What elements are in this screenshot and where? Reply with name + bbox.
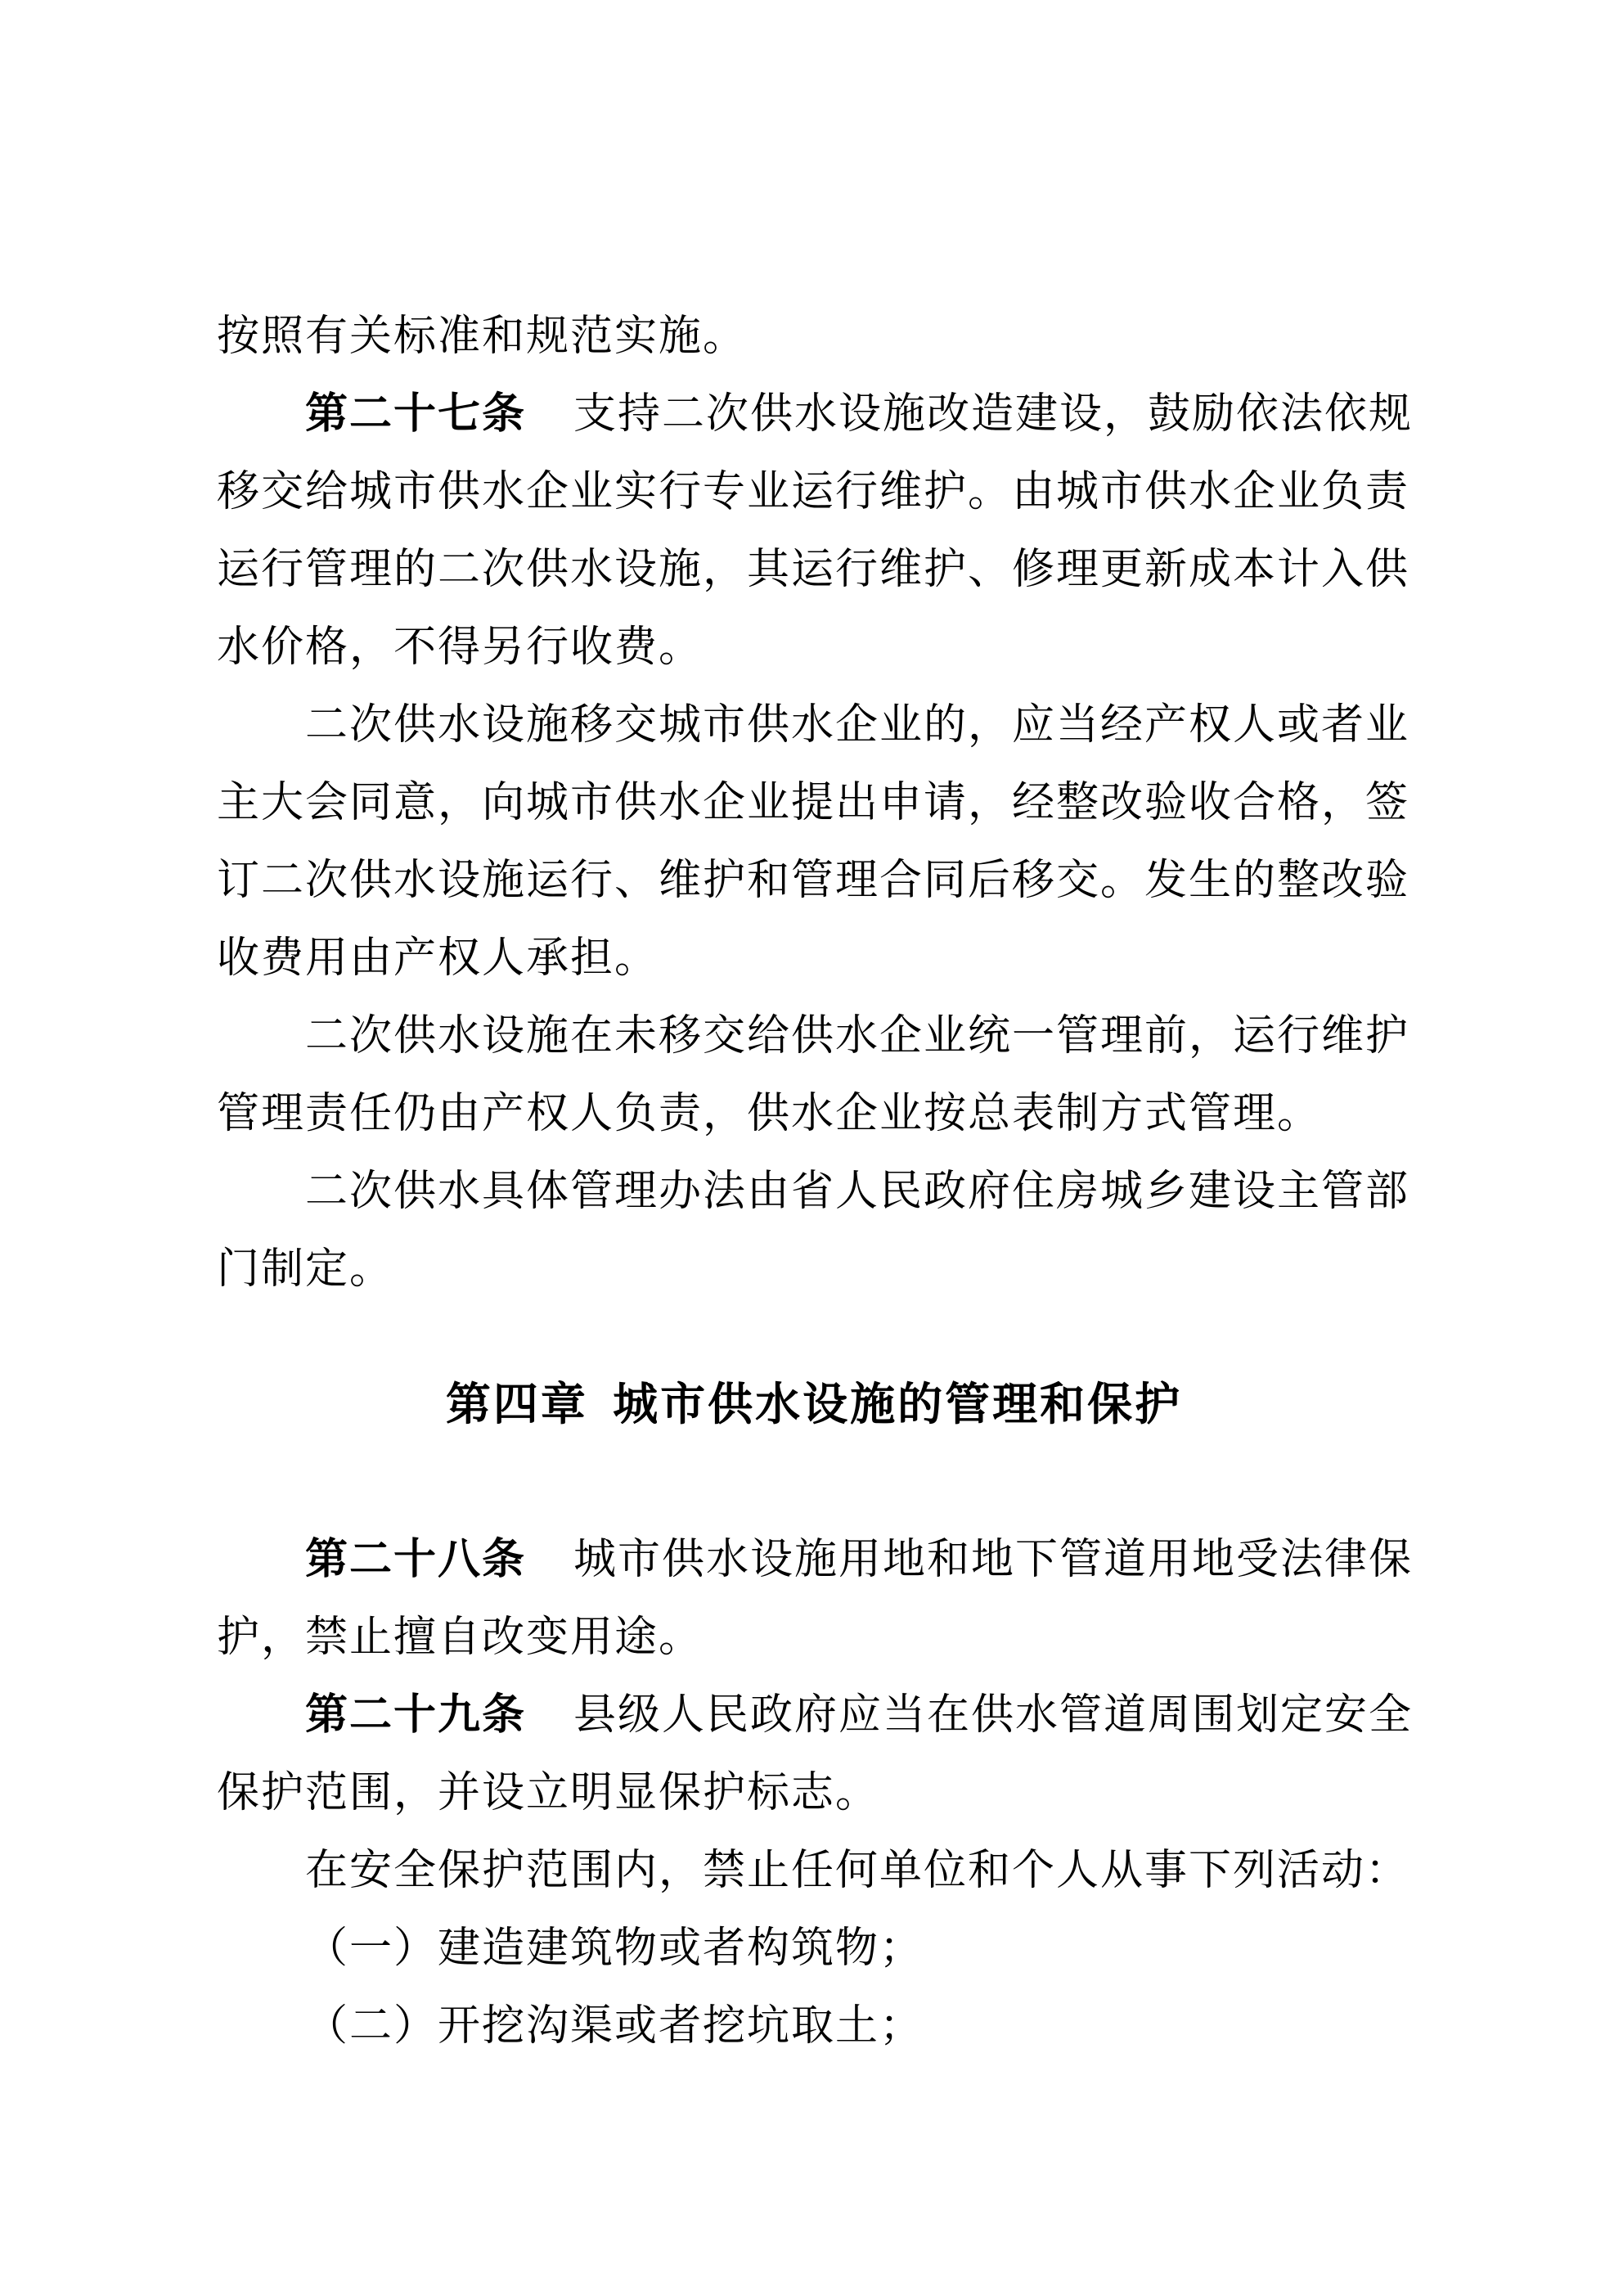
document-text-line: [217, 997, 1411, 1075]
document-text-line: [217, 453, 1411, 531]
document-text-line: [217, 1910, 1411, 1988]
document-text-line: [217, 1153, 1411, 1231]
line-text: 主大会同意，向城市供水企业提出申请，经整改验收合格，签: [217, 780, 1410, 826]
document-text-line: [217, 687, 1411, 764]
line-text: 订二次供水设施运行、维护和管理合同后移交。发生的整改验: [217, 858, 1410, 904]
line-text: 保护范围，并设立明显保护标志。: [217, 1770, 880, 1817]
article-number: 第二十八条: [305, 1536, 527, 1583]
line-text: 城市供水设施用地和地下管道用地受法律保: [573, 1537, 1414, 1583]
line-text: 二次供水设施在未移交给供水企业统一管理前，运行维护: [305, 1013, 1410, 1060]
document-text-line: [217, 531, 1411, 609]
chapter-heading: [217, 1366, 1411, 1443]
line-text: 收费用由产权人承担。: [217, 935, 659, 982]
line-text: 管理责任仍由产权人负责，供水企业按总表制方式管理。: [217, 1091, 1322, 1137]
line-text: （二）开挖沟渠或者挖坑取土；: [305, 2003, 924, 2050]
article-number: 第二十九条: [305, 1691, 527, 1739]
document-text-line: [217, 920, 1411, 997]
line-text: 按照有关标准和规范实施。: [217, 313, 748, 360]
line-text: 门制定。: [217, 1246, 394, 1293]
document-text-line: [217, 1988, 1411, 2065]
line-text: 运行管理的二次供水设施，其运行维护、修理更新成本计入供: [217, 547, 1410, 593]
line-text: 移交给城市供水企业实行专业运行维护。由城市供水企业负责: [217, 469, 1410, 515]
document-text-line: [217, 1231, 1411, 1308]
document-text-line: [217, 1521, 1414, 1599]
line-text: 第四章 城市供水设施的管理和保护: [445, 1379, 1183, 1429]
line-text: 支持二次供水设施改造建设，鼓励依法依规: [573, 391, 1414, 438]
line-text: 二次供水具体管理办法由省人民政府住房城乡建设主管部: [305, 1168, 1410, 1215]
line-text: 二次供水设施移交城市供水企业的，应当经产权人或者业: [305, 702, 1410, 749]
document-text-line: [217, 376, 1414, 453]
document-body: [217, 298, 1414, 2065]
line-text: 在安全保护范围内，禁止任何单位和个人从事下列活动：: [305, 1848, 1410, 1894]
line-text: （一）建造建筑物或者构筑物；: [305, 1925, 924, 1972]
document-text-line: [217, 1075, 1411, 1153]
line-text: 护，禁止擅自改变用途。: [217, 1614, 704, 1661]
document-text-line: [217, 842, 1411, 920]
document-text-line: [217, 1832, 1411, 1910]
article-number: 第二十七条: [305, 390, 527, 438]
document-text-line: [217, 1754, 1411, 1832]
line-text: 县级人民政府应当在供水管道周围划定安全: [573, 1692, 1414, 1739]
document-text-line: [217, 1677, 1414, 1754]
line-text: 水价格，不得另行收费。: [217, 624, 704, 671]
document-text-line: [217, 298, 1411, 376]
document-text-line: [217, 764, 1411, 842]
document-text-line: [217, 1599, 1411, 1677]
document-text-line: [217, 609, 1411, 687]
